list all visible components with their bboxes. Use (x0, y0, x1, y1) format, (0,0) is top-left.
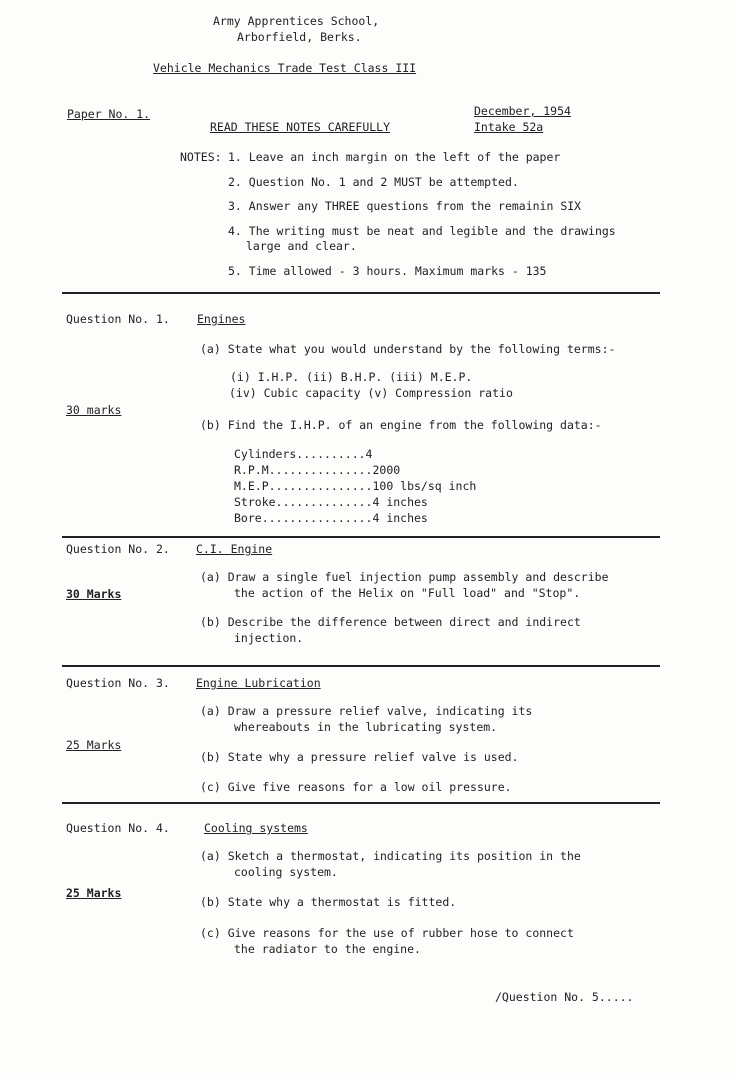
q1-data-rpm: R.P.M...............2000 (234, 463, 401, 477)
note-4: 4. The writing must be neat and legible and the drawings (228, 224, 616, 238)
read-notes-heading: READ THESE NOTES CAREFULLY (210, 120, 391, 134)
q1-data-cylinders: Cylinders..........4 (234, 447, 373, 461)
q2-part-b-1: (b) Describe the difference between direct and indirect (200, 615, 581, 629)
note-2: 2. Question No. 1 and 2 MUST be attempted. (228, 175, 519, 189)
school-location: Arborfield, Berks. (237, 30, 362, 44)
q4-part-c-2: the radiator to the engine. (234, 942, 421, 956)
q2-marks: 30 Marks (66, 587, 122, 601)
paper-number: Paper No. 1. (67, 107, 151, 121)
q1-label: Question No. 1. (66, 312, 170, 326)
q4-part-b: (b) State why a thermostat is fitted. (200, 895, 457, 909)
q2-part-a-1: (a) Draw a single fuel injection pump assembly and describe (200, 570, 609, 584)
q1-terms-1: (i) I.H.P. (ii) B.H.P. (iii) M.E.P. (230, 370, 473, 384)
q2-part-a-2: the action of the Helix on "Full load" and "Stop". (234, 586, 581, 600)
q4-part-c-1: (c) Give reasons for the use of rubber hose to connect (200, 926, 574, 940)
q1-data-mep: M.E.P...............100 lbs/sq inch (234, 479, 477, 493)
q3-part-b: (b) State why a pressure relief valve is used. (200, 750, 519, 764)
notes-label: NOTES: (180, 150, 222, 164)
q3-part-a-1: (a) Draw a pressure relief valve, indicating its (200, 704, 533, 718)
q2-part-b-2: injection. (234, 631, 304, 645)
q4-topic: Cooling systems (204, 821, 308, 835)
q4-part-a-1: (a) Sketch a thermostat, indicating its position in the (200, 849, 581, 863)
q3-marks: 25 Marks (66, 738, 122, 752)
q1-data-stroke: Stroke..............4 inches (234, 495, 428, 509)
q1-terms-2: (iv) Cubic capacity (v) Compression ratio (229, 386, 513, 400)
q4-part-a-2: cooling system. (234, 865, 338, 879)
q1-part-a: (a) State what you would understand by the following terms:- (200, 342, 616, 356)
divider-3 (62, 665, 660, 667)
q1-part-b: (b) Find the I.H.P. of an engine from the following data:- (200, 418, 602, 432)
q1-data-bore: Bore................4 inches (234, 511, 428, 525)
q3-topic: Engine Lubrication (196, 676, 321, 690)
divider-1 (62, 292, 660, 294)
note-3: 3. Answer any THREE questions from the remainin SIX (228, 199, 582, 213)
q3-part-a-2: whereabouts in the lubricating system. (234, 720, 498, 734)
note-1: 1. Leave an inch margin on the left of the paper (228, 150, 561, 164)
q2-topic: C.I. Engine (196, 542, 273, 556)
q3-part-c: (c) Give five reasons for a low oil pressure. (200, 780, 512, 794)
school-name: Army Apprentices School, (213, 14, 380, 28)
divider-4 (62, 802, 660, 804)
divider-2 (62, 536, 660, 538)
q3-label: Question No. 3. (66, 676, 170, 690)
exam-date: December, 1954 (474, 104, 571, 118)
intake: Intake 52a (474, 120, 544, 134)
q1-marks: 30 marks (66, 403, 122, 417)
test-title: Vehicle Mechanics Trade Test Class III (153, 61, 417, 75)
note-5: 5. Time allowed - 3 hours. Maximum marks - 135 (228, 264, 547, 278)
q4-label: Question No. 4. (66, 821, 170, 835)
continued-note: /Question No. 5..... (495, 990, 634, 1004)
q2-label: Question No. 2. (66, 542, 170, 556)
note-4-cont: large and clear. (246, 239, 357, 253)
q4-marks: 25 Marks (66, 886, 122, 900)
q1-topic: Engines (197, 312, 246, 326)
